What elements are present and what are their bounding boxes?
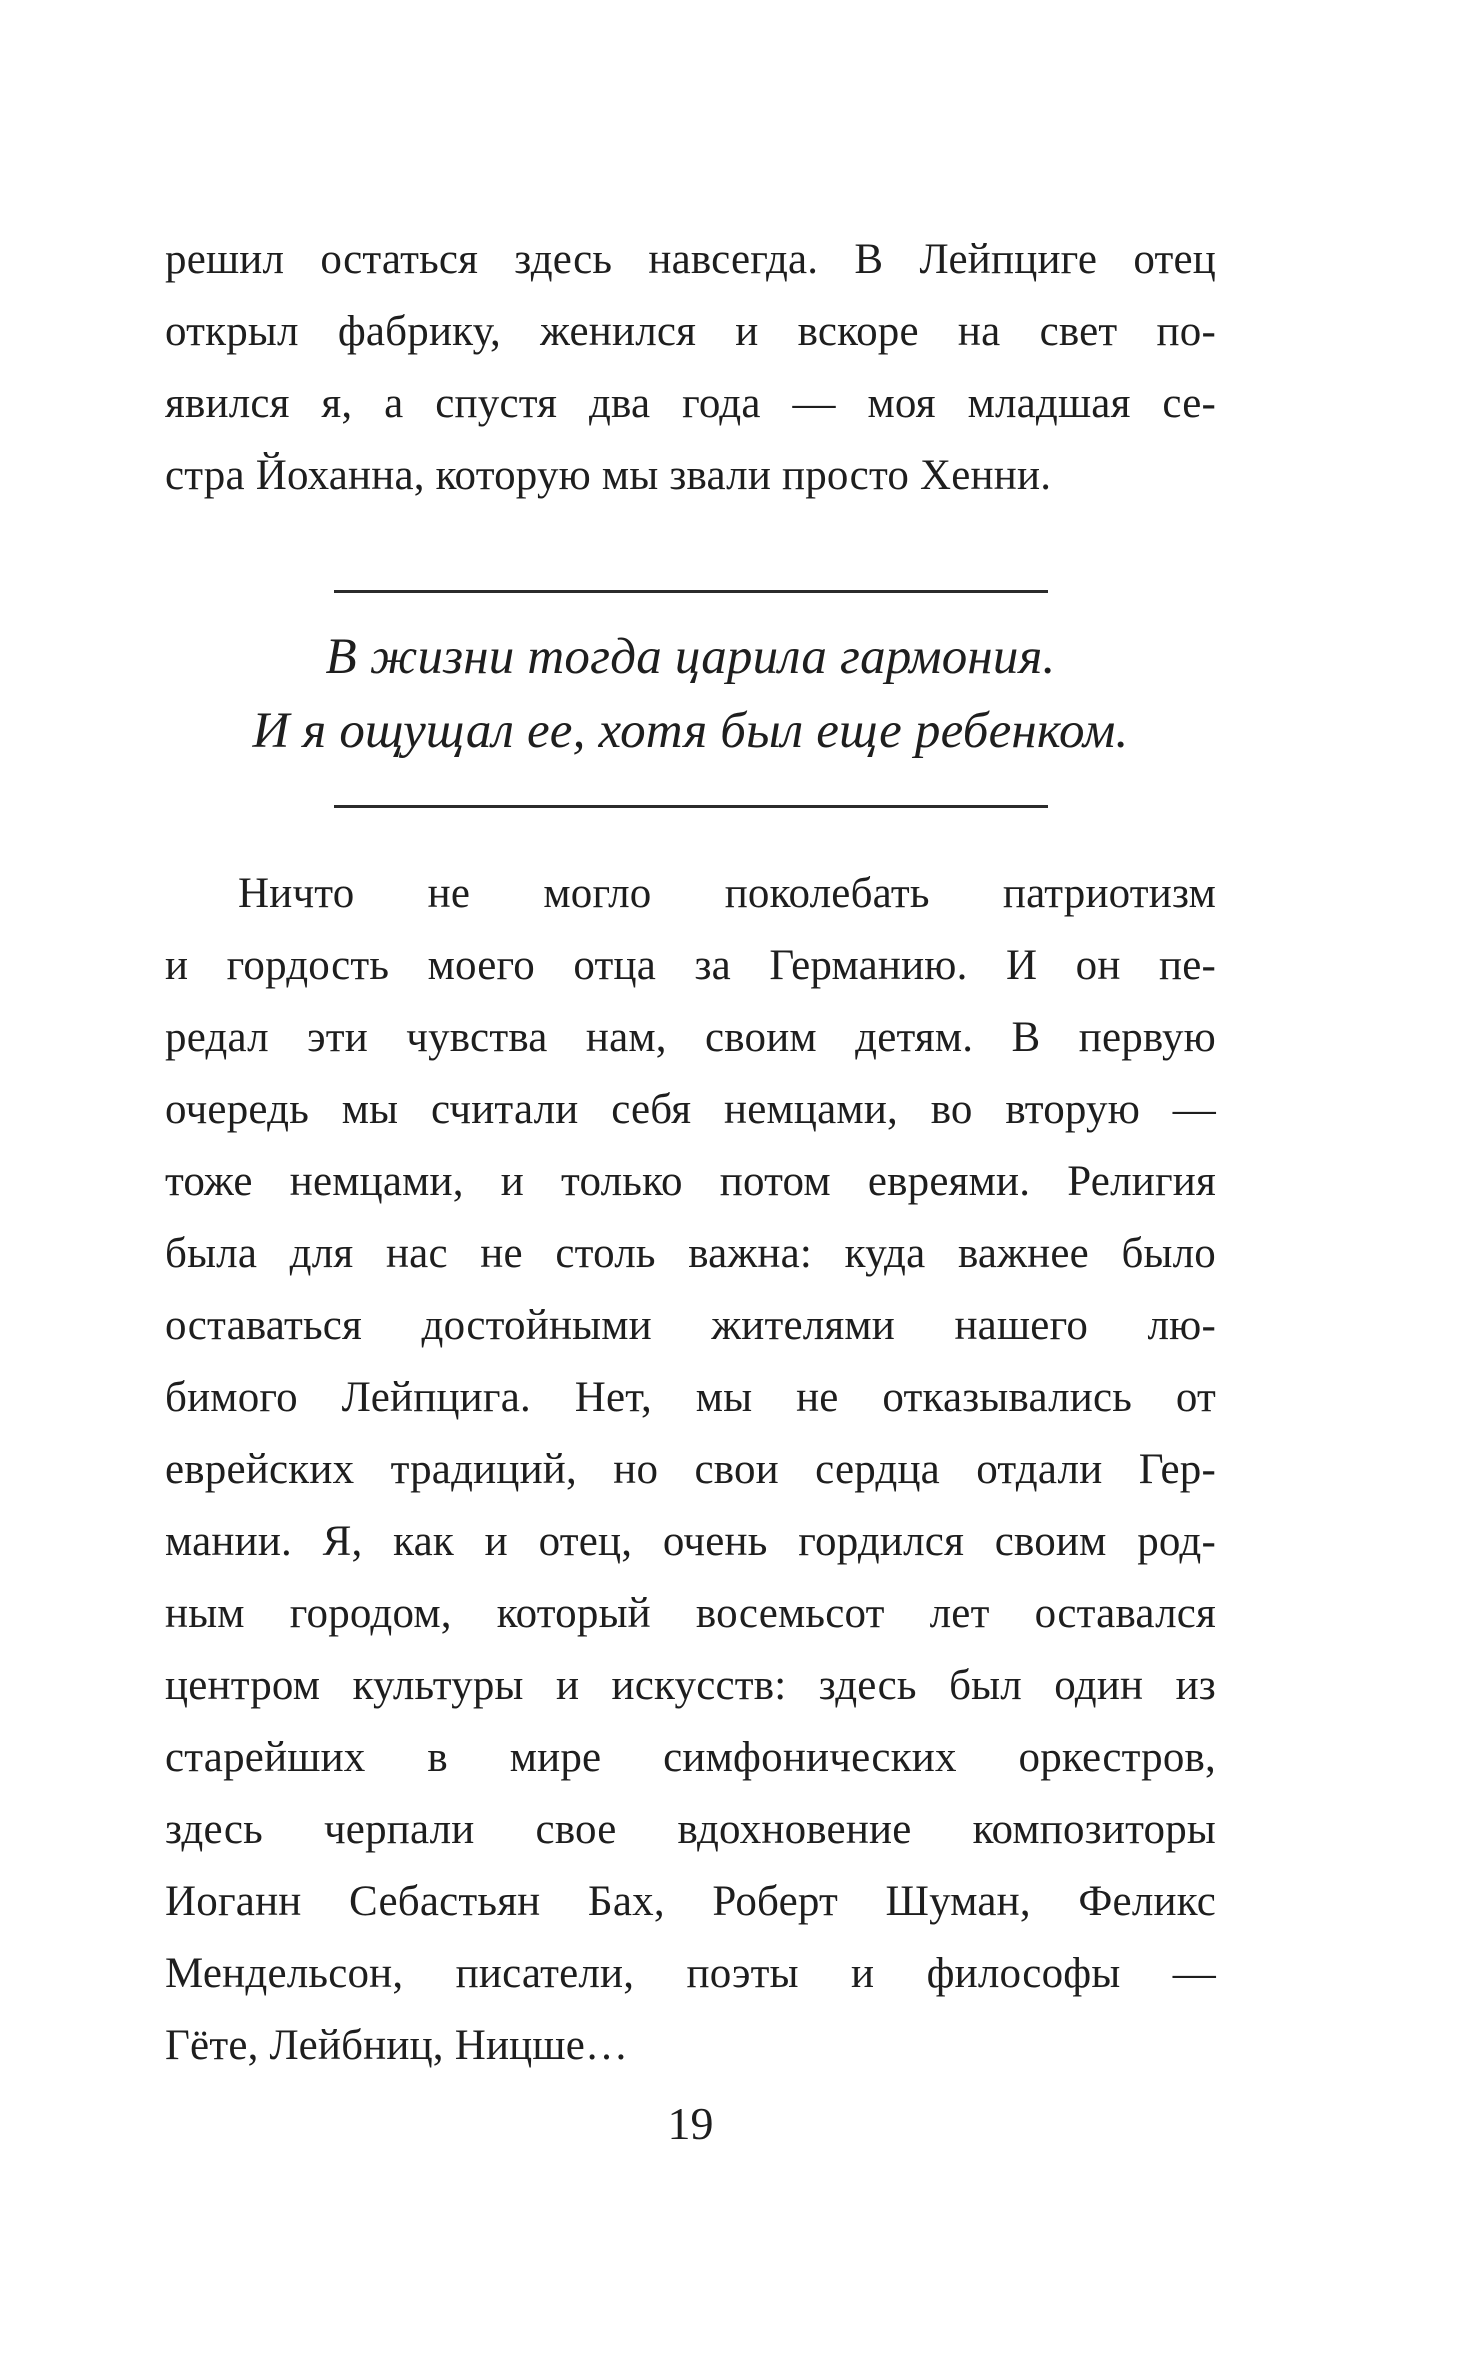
text-line: тоже немцами, и только потом евреями. Религия [165,1158,1216,1205]
text-line: решил остаться здесь навсегда. В Лейпциге отец [165,236,1216,283]
text-line: мании. Я, как и отец, очень гордился своим род- [165,1518,1216,1565]
text-line: редал эти чувства нам, своим детям. В первую [165,1014,1216,1061]
text-line: Мендельсон, писатели, поэты и философы — [165,1950,1216,1997]
text-line: явился я, а спустя два года — моя младшая се- [165,380,1216,427]
paragraph-opening [165,224,1216,512]
text-line: центром культуры и искусств: здесь был один из [165,1662,1216,1709]
text-line: еврейских традиций, но свои сердца отдали Гер- [165,1446,1216,1493]
text-line: была для нас не столь важна: куда важнее было [165,1230,1216,1277]
text-line: бимого Лейпцига. Нет, мы не отказывались от [165,1374,1216,1421]
text-line: старейших в мире симфонических оркестров, [165,1734,1216,1781]
text-line: и гордость моего отца за Германию. И он пе- [165,942,1216,989]
text-line: Ничто не могло поколебать патриотизм [238,870,1216,917]
epigraph [165,620,1216,768]
page-number: 19 [667,2098,714,2149]
text-line: Гёте, Лейбниц, Ницше… [165,2022,629,2069]
text-line: Иоганн Себастьян Бах, Роберт Шуман, Феликс [165,1878,1216,1925]
text-block [165,224,1216,2160]
paragraph-main [165,858,1216,2082]
text-line: В жизни тогда царила гармония. [325,629,1056,685]
text-line: ным городом, который восемьсот лет оставался [165,1590,1216,1637]
text-line: стра Йоханна, которую мы звали просто Хенни. [165,452,1052,499]
text-line: здесь черпали свое вдохновение композиторы [165,1806,1216,1853]
text-line: И я ощущал ее, хотя был еще ребенком. [252,703,1129,759]
text-line: оставаться достойными жителями нашего лю- [165,1302,1216,1349]
epigraph-separator-top [334,590,1048,593]
epigraph-separator-bottom [334,805,1048,808]
text-line: очередь мы считали себя немцами, во вторую — [165,1086,1216,1133]
text-line: открыл фабрику, женился и вскоре на свет по- [165,308,1216,355]
